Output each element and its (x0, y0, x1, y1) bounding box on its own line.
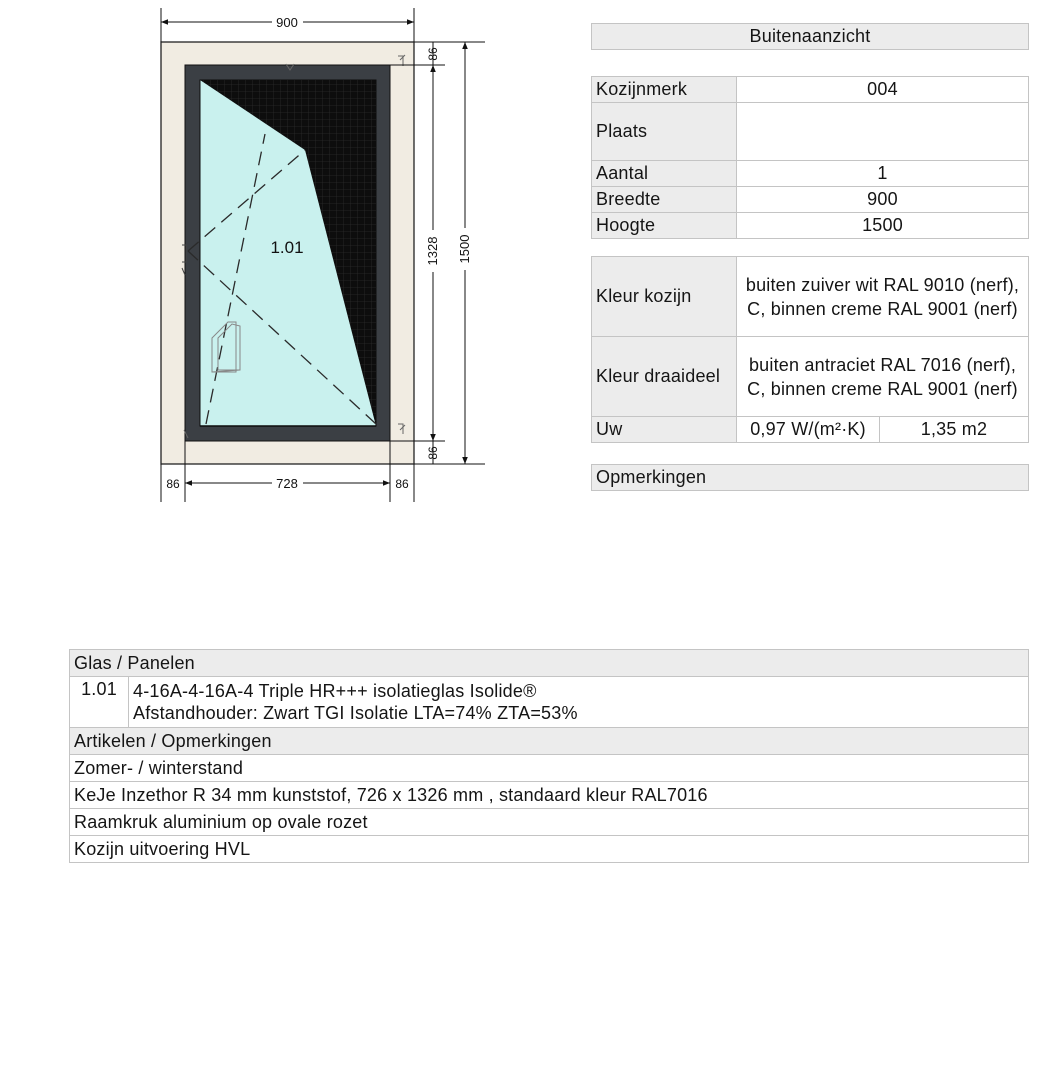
kleur-kozijn-line1: buiten zuiver wit RAL 9010 (nerf), (745, 274, 1020, 295)
glas-description (129, 677, 1029, 728)
dim-right-profile: 86 (395, 477, 409, 491)
dim-sash-width: 728 (276, 476, 298, 491)
value-hoogte: 1500 (737, 213, 1029, 239)
kleur-kozijn-line2: C, binnen creme RAL 9001 (nerf) (747, 298, 1018, 319)
window-technical-drawing (0, 0, 560, 520)
label-plaats: Plaats (592, 103, 737, 161)
value-kleur-kozijn (737, 257, 1029, 337)
artikelen-header: Artikelen / Opmerkingen (70, 728, 1029, 755)
article-item: Zomer- / winterstand (70, 755, 1029, 782)
value-plaats (737, 103, 1029, 161)
spec-title: Buitenaanzicht (592, 24, 1029, 50)
glas-panelen-header: Glas / Panelen (70, 650, 1029, 677)
article-item: KeJe Inzethor R 34 mm kunststof, 726 x 1326 mm , standaard kleur RAL7016 (70, 782, 1029, 809)
pane-label: 1.01 (270, 238, 304, 257)
value-area: 1,35 m2 (880, 417, 1029, 443)
label-kleur-draaideel: Kleur draaideel (592, 337, 737, 417)
label-breedte: Breedte (592, 187, 737, 213)
kleur-draaideel-line2: C, binnen creme RAL 9001 (nerf) (747, 378, 1018, 399)
dim-bottom-profile: 86 (426, 446, 440, 460)
kleur-draaideel-line1: buiten antraciet RAL 7016 (nerf), (748, 354, 1017, 375)
glas-line1: 4-16A-4-16A-4 Triple HR+++ isolatieglas Isolide® (133, 681, 537, 701)
spec-title-table (591, 23, 1029, 50)
article-item: Raamkruk aluminium op ovale rozet (70, 809, 1029, 836)
spec-main-table (591, 76, 1029, 239)
dim-overall-width: 900 (276, 15, 298, 30)
glas-number: 1.01 (70, 677, 129, 728)
label-kozijnmerk: Kozijnmerk (592, 77, 737, 103)
label-kleur-kozijn: Kleur kozijn (592, 257, 737, 337)
value-aantal: 1 (737, 161, 1029, 187)
value-breedte: 900 (737, 187, 1029, 213)
glas-line2: Afstandhouder: Zwart TGI Isolatie LTA=74% ZTA=53% (133, 703, 578, 723)
label-opmerkingen: Opmerkingen (592, 465, 1029, 491)
dim-top-profile: 86 (426, 47, 440, 61)
label-hoogte: Hoogte (592, 213, 737, 239)
glass-articles-table (69, 649, 1029, 863)
label-aantal: Aantal (592, 161, 737, 187)
spec-remarks-table (591, 464, 1029, 491)
dim-left-profile: 86 (166, 477, 180, 491)
dim-sash-height: 1328 (425, 236, 440, 266)
article-item: Kozijn uitvoering HVL (70, 836, 1029, 863)
label-uw: Uw (592, 417, 737, 443)
value-kozijnmerk: 004 (737, 77, 1029, 103)
value-uw: 0,97 W/(m²·K) (737, 417, 880, 443)
dim-overall-height: 1500 (457, 234, 472, 264)
value-kleur-draaideel (737, 337, 1029, 417)
spec-color-table (591, 256, 1029, 443)
